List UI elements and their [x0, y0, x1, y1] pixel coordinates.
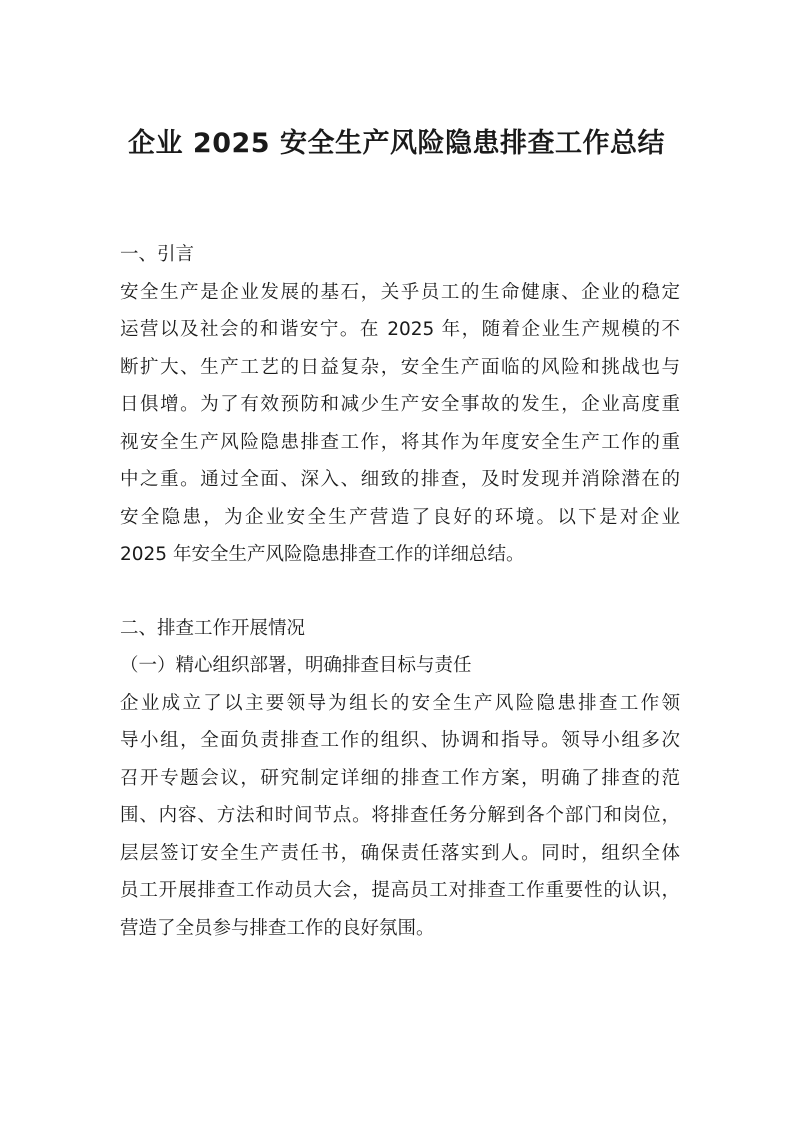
paragraph-line: 企业成立了以主要领导为组长的安全生产风险隐患排查工作领 — [120, 692, 680, 714]
paragraph-line: 导小组，全面负责排查工作的组织、协调和指导。领导小组多次 — [120, 730, 680, 751]
paragraph-line: 中之重。通过全面、深入、细致的排查，及时发现并消除潜在的 — [120, 469, 680, 490]
paragraph-line: 召开专题会议，研究制定详细的排查工作方案，明确了排查的范 — [120, 767, 680, 789]
paragraph-line: 2025 年安全生产风险隐患排查工作的详细总结。 — [120, 544, 525, 565]
paragraph-line: 断扩大、生产工艺的日益复杂，安全生产面临的风险和挑战也与 — [120, 356, 680, 378]
document-body — [120, 236, 680, 947]
section-heading-work: 二、排查工作开展情况 — [120, 617, 306, 639]
paragraph-line: 运营以及社会的和谐安宁。在 2025 年，随着企业生产规模的不 — [120, 319, 680, 340]
paragraph-line: 围、内容、方法和时间节点。将排查任务分解到各个部门和岗位， — [120, 805, 680, 826]
paragraph-line: 安全生产是企业发展的基石，关乎员工的生命健康、企业的稳定 — [120, 281, 680, 303]
paragraph-line: 日俱增。为了有效预防和减少生产安全事故的发生，企业高度重 — [120, 394, 680, 415]
section-heading-intro: 一、引言 — [120, 244, 195, 265]
paragraph-line: 层层签订安全生产责任书，确保责任落实到人。同时，组织全体 — [120, 842, 680, 864]
subsection-heading: （一）精心组织部署，明确排查目标与责任 — [120, 655, 472, 676]
paragraph-line: 安全隐患，为企业安全生产营造了良好的环境。以下是对企业 — [120, 506, 680, 528]
document-title: 企业 2025 安全生产风险隐患排查工作总结 — [128, 128, 665, 159]
paragraph-line: 视安全生产风险隐患排查工作，将其作为年度安全生产工作的重 — [120, 431, 680, 453]
paragraph-line: 营造了全员参与排查工作的良好氛围。 — [120, 917, 435, 939]
paragraph-line: 员工开展排查工作动员大会，提高员工对排查工作重要性的认识， — [120, 880, 680, 901]
section-gap — [120, 574, 680, 610]
